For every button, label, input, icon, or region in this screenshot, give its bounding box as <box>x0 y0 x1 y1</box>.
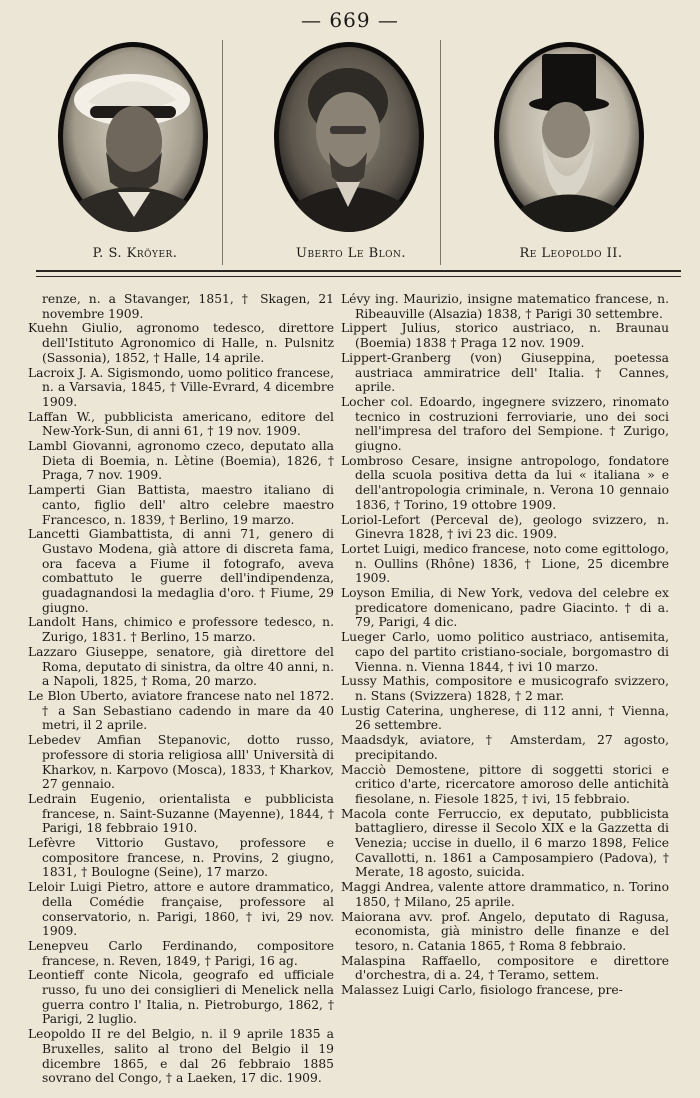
biography-entry: Laffan W., pubblicista americano, editore del New-York-Sun, di anni 61, † 19 nov. 1909. <box>28 409 334 439</box>
biography-entry: Malaspina Raffaello, compositore e direttore d'orchestra, di a. 24, † Teramo, settem. <box>341 953 669 983</box>
man-portrait-icon <box>274 42 424 232</box>
biography-entry: Loriol-Lefort (Perceval de), geologo svizzero, n. Ginevra 1828, † ivi 23 dic. 1909. <box>341 512 669 542</box>
biography-entry: renze, n. a Stavanger, 1851, † Skagen, 21 novembre 1909. <box>42 292 334 321</box>
biography-entry: Lombroso Cesare, insigne antropologo, fondatore della scuola positiva detta da lui « italiana » e dell'antropologia criminale, n. Verona 10 gennaio 1836, † Torino, 19 ottobre 1909. <box>341 453 669 512</box>
biography-entry: Le Blon Uberto, aviatore francese nato nel 1872. † a San Sebastiano cadendo in mare da 40 metri, il 2 aprile. <box>28 688 334 733</box>
column-divider <box>440 40 441 265</box>
biography-entry: Lazzaro Giuseppe, senatore, già direttore del Roma, deputato di sinistra, da oltre 40 anni, n. a Napoli, 1825, † Roma, 20 marzo. <box>28 644 334 689</box>
biography-entry: Lortet Luigi, medico francese, noto come egittologo, n. Oullins (Rhône) 1836, † Lione, 25 dicembre 1909. <box>341 541 669 586</box>
portrait-caption: Re Leopoldo II. <box>519 246 623 261</box>
bearded-man-top-hat-portrait-icon <box>494 42 644 232</box>
biography-entry: Maadsdyk, aviatore, † Amsterdam, 27 agosto, precipitando. <box>341 733 669 762</box>
biography-entry: Lippert Julius, storico austriaco, n. Braunau (Boemia) 1838 † Praga 12 nov. 1909. <box>341 321 669 351</box>
biography-entry: Leloir Luigi Pietro, attore e autore drammatico, della Comédie française, professore al conservatorio, n. Parigi, 1860, † ivi, 29 nov. 1909. <box>28 880 334 939</box>
man-with-hat-portrait-icon <box>58 42 208 232</box>
header-rule <box>36 276 681 277</box>
biography-entry: Ledrain Eugenio, orientalista e pubblicista francese, n. Saint-Suzanne (Mayenne), 1844, † Parigi, 18 febbraio 1910. <box>28 791 334 836</box>
biography-entry: Kuehn Giulio, agronomo tedesco, direttore dell'Istituto Agronomico di Halle, n. Pulsnitz (Sassonia), 1852, † Halle, 14 aprile. <box>28 321 334 365</box>
biography-entry: Macola conte Ferruccio, ex deputato, pubblicista battagliero, diresse il Secolo XIX e la Gazzetta di Venezia; uccise in duello, il 6 marzo 1898, Felice Cavallotti, n. 1861 a Camposampiero (Padova), † Merate, 18 agosto, suicida. <box>341 806 669 880</box>
biography-entry: Lévy ing. Maurizio, insigne matematico francese, n. Ribeauville (Alsazia) 1838, † Parigi 30 settembre. <box>341 292 669 321</box>
portrait-leopold <box>466 38 676 270</box>
biography-entry: Lueger Carlo, uomo politico austriaco, antisemita, capo del partito cristiano-sociale, borgomastro di Vienna. n. Vienna 1844, † ivi 10 marzo. <box>341 630 669 674</box>
biography-entry: Lacroix J. A. Sigismondo, uomo politico francese, n. a Varsavia, 1845, † Ville-Evrard, 4 dicembre 1909. <box>28 365 334 409</box>
biography-entry: Lefèvre Vittorio Gustavo, professore e compositore francese, n. Provins, 2 giugno, 1831, † Boulogne (Seine), 17 marzo. <box>28 836 334 880</box>
header-rule <box>36 270 681 272</box>
left-column <box>28 292 334 1086</box>
right-column <box>341 292 669 998</box>
page-number: — 669 — <box>301 8 399 32</box>
portrait-caption: P. S. Kröyer. <box>92 246 178 261</box>
biography-entry: Leopoldo II re del Belgio, n. il 9 aprile 1835 a Bruxelles, salito al trono del Belgio il 19 dicembre 1865, e dal 26 febbraio 1885 sovrano del Congo, † a Laeken, 17 dic. 1909. <box>28 1027 334 1086</box>
biography-entry: Leontieff conte Nicola, geografo ed ufficiale russo, fu uno dei consiglieri di Menelick nella guerra contro l' Italia, n. Pietroburgo, 1862, † Parigi, 2 luglio. <box>28 968 334 1027</box>
biography-entry: Macciò Demostene, pittore di soggetti storici e critico d'arte, ricercatore amoroso delle antichità fiesolane, n. Fiesole 1825, † ivi, 15 febbraio. <box>341 762 669 806</box>
biography-entry: Malassez Luigi Carlo, fisiologo francese, pre- <box>341 983 623 998</box>
biography-entry: Locher col. Edoardo, ingegnere svizzero, rinomato tecnico in costruzioni ferroviarie, uno dei soci nell'impresa del traforo del Sempione. † Zurigo, giugno. <box>341 394 669 454</box>
column-divider <box>222 40 223 265</box>
biography-entry: Lebedev Amfian Stepanovic, dotto russo, professore di storia religiosa alll' Università di Kharkov, n. Karpovo (Mosca), 1833, † Kharkov, 27 gennaio. <box>28 733 334 792</box>
biography-entry: Maggi Andrea, valente attore drammatico, n. Torino 1850, † Milano, 25 aprile. <box>341 880 669 909</box>
biography-entry: Loyson Emilia, di New York, vedova del celebre ex predicatore domenicano, padre Giacinto. † di a. 79, Parigi, 4 dic. <box>341 586 669 630</box>
biography-entry: Lenepveu Carlo Ferdinando, compositore francese, n. Reven, 1849, † Parigi, 16 ag. <box>28 938 334 968</box>
biography-entry: Lussy Mathis, compositore e musicografo svizzero, n. Stans (Svizzera) 1828, † 2 mar. <box>341 674 669 703</box>
biography-entry: Lancetti Giambattista, di anni 71, genero di Gustavo Modena, già attore di discreta fama, ora faceva a Fiume il fotografo, aveva combattuto le guerre dell'indipendenza, guadagnandosi la medaglia d'oro. † Fiume, 29 giugno. <box>28 527 334 615</box>
portrait-row <box>20 38 680 270</box>
biography-entry: Lippert-Granberg (von) Giuseppina, poetessa austriaca ammiratrice dell' Italia. † Cannes, aprile. <box>341 350 669 395</box>
biography-entry: Maiorana avv. prof. Angelo, deputato di Ragusa, economista, già ministro delle finanze e del tesoro, n. Catania 1865, † Roma 8 febbraio. <box>341 909 669 953</box>
portrait-kroyer <box>30 38 240 270</box>
biography-entry: Landolt Hans, chimico e professore tedesco, n. Zurigo, 1831. † Berlino, 15 marzo. <box>28 615 334 645</box>
portrait-le-blon <box>246 38 456 270</box>
biography-entry: Lustig Caterina, ungherese, di 112 anni, † Vienna, 26 settembre. <box>341 703 669 733</box>
biography-entry: Lamperti Gian Battista, maestro italiano di canto, figlio dell' altro celebre maestro Francesco, n. 1839, † Berlino, 19 marzo. <box>28 483 334 527</box>
biography-entry: Lambl Giovanni, agronomo czeco, deputato alla Dieta di Boemia, n. Lètine (Boemia), 1826, † Praga, 7 nov. 1909. <box>28 439 334 483</box>
portrait-caption: Uberto Le Blon. <box>295 246 407 261</box>
